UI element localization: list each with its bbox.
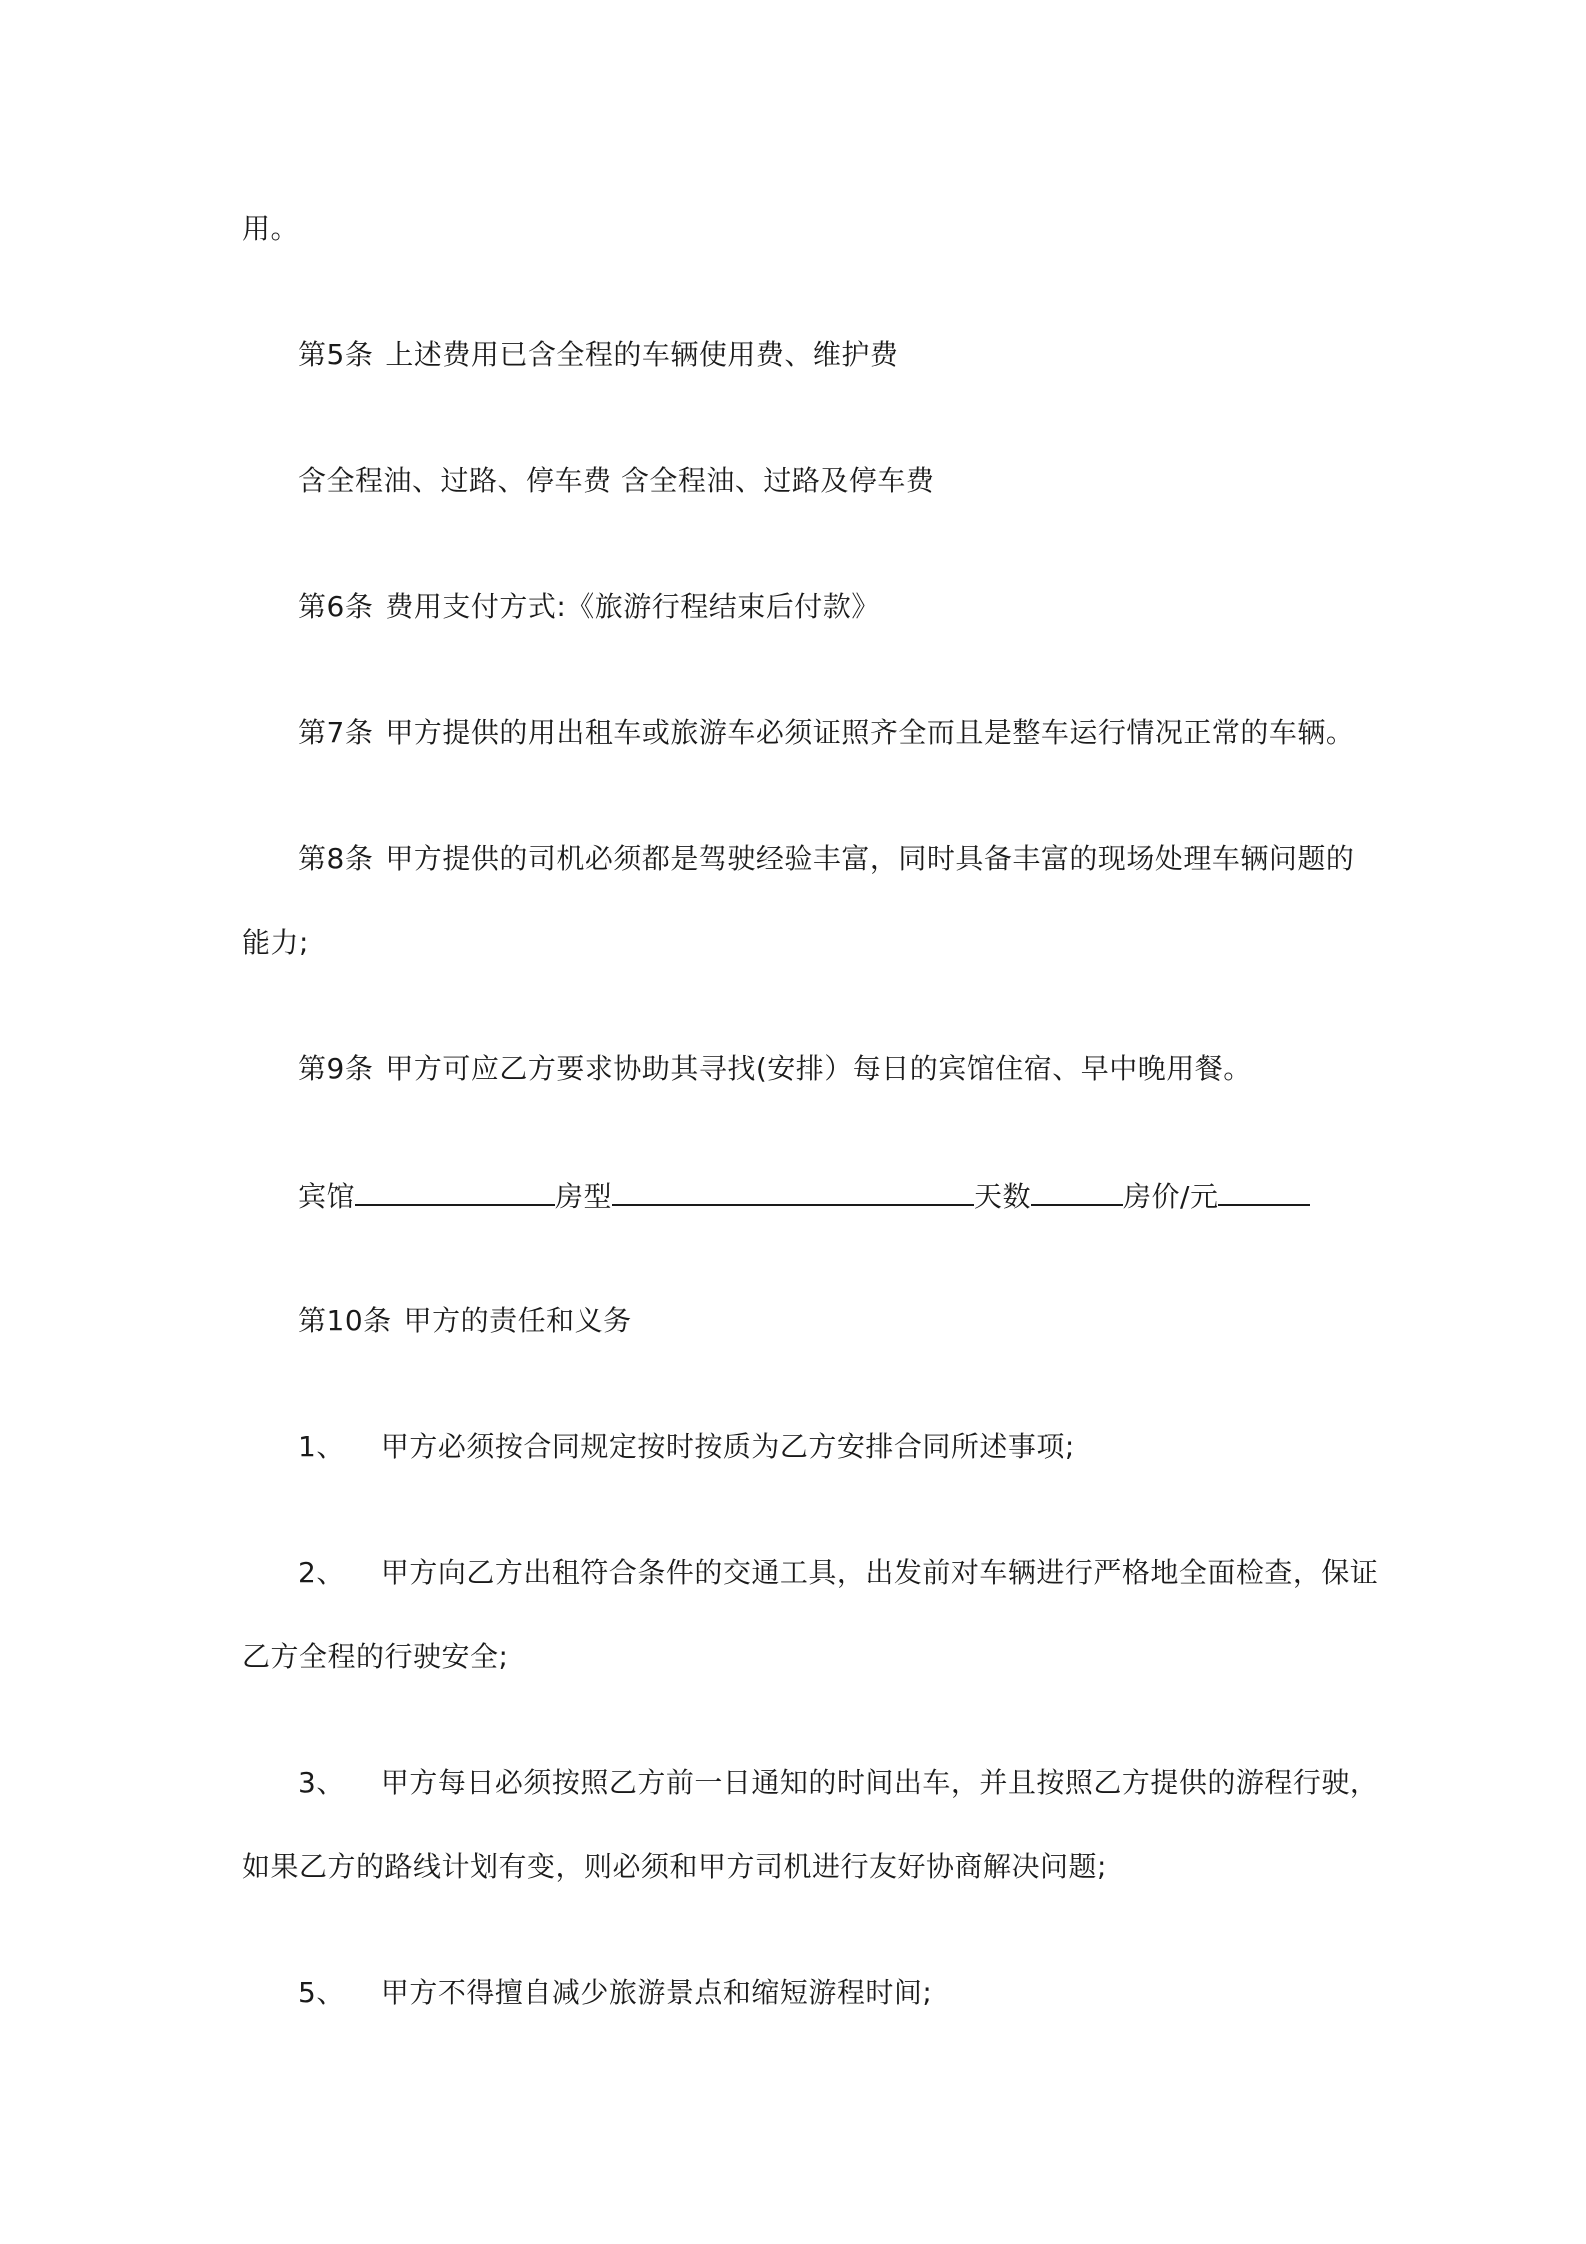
article-10 xyxy=(298,1304,632,1338)
article-number: 第8条 xyxy=(298,842,374,875)
article-text: 甲方可应乙方要求协助其寻找(安排）每日的宾馆住宿、早中晚用餐。 xyxy=(385,1052,1252,1085)
item-text: 甲方必须按合同规定按时按质为乙方安排合同所述事项; xyxy=(380,1430,1075,1463)
text: 含全程油、过路、停车费 含全程油、过路及停车费 xyxy=(298,464,935,497)
text: 能力; xyxy=(242,926,309,959)
article-9 xyxy=(298,1052,1252,1086)
room-type-blank[interactable] xyxy=(612,1178,974,1206)
text-line-continuation xyxy=(242,1640,508,1674)
room-type-label: 房型 xyxy=(555,1180,613,1213)
article-text: 费用支付方式:《旅游行程结束后付款》 xyxy=(385,590,880,623)
article-5 xyxy=(298,338,898,372)
text-line-continuation xyxy=(242,1850,1107,1884)
price-label: 房价/元 xyxy=(1123,1180,1219,1213)
article-number: 第10条 xyxy=(298,1304,392,1337)
fee-includes-line xyxy=(298,464,934,498)
item-number: 5、 xyxy=(298,1976,345,2009)
article-text: 甲方提供的用出租车或旅游车必须证照齐全而且是整车运行情况正常的车辆。 xyxy=(385,716,1355,749)
text: 用。 xyxy=(242,212,300,245)
article-text: 甲方的责任和义务 xyxy=(403,1304,632,1337)
text-line-continuation xyxy=(242,926,309,960)
item-text: 甲方向乙方出租符合条件的交通工具，出发前对车辆进行严格地全面检查，保证 xyxy=(380,1556,1379,1589)
list-item-3 xyxy=(298,1766,1378,1800)
article-number: 第9条 xyxy=(298,1052,374,1085)
hotel-form-line xyxy=(298,1178,1310,1214)
item-number: 2、 xyxy=(298,1556,345,1589)
text: 乙方全程的行驶安全; xyxy=(242,1640,509,1673)
days-label: 天数 xyxy=(974,1180,1032,1213)
item-number: 3、 xyxy=(298,1766,345,1799)
hotel-blank[interactable] xyxy=(355,1178,555,1206)
days-blank[interactable] xyxy=(1031,1178,1123,1206)
text: 如果乙方的路线计划有变，则必须和甲方司机进行友好协商解决问题; xyxy=(242,1850,1107,1883)
hotel-label: 宾馆 xyxy=(298,1180,356,1213)
article-6 xyxy=(298,590,880,624)
list-item-5 xyxy=(298,1976,932,2010)
article-7 xyxy=(298,716,1354,750)
article-number: 第6条 xyxy=(298,590,374,623)
item-number: 1、 xyxy=(298,1430,345,1463)
article-number: 第7条 xyxy=(298,716,374,749)
item-text: 甲方不得擅自减少旅游景点和缩短游程时间; xyxy=(380,1976,933,2009)
article-8 xyxy=(298,842,1354,876)
text-line-continuation xyxy=(242,212,299,246)
price-blank[interactable] xyxy=(1218,1178,1310,1206)
list-item-1 xyxy=(298,1430,1075,1464)
article-text: 上述费用已含全程的车辆使用费、维护费 xyxy=(385,338,899,371)
article-number: 第5条 xyxy=(298,338,374,371)
list-item-2 xyxy=(298,1556,1378,1590)
item-text: 甲方每日必须按照乙方前一日通知的时间出车，并且按照乙方提供的游程行驶， xyxy=(380,1766,1379,1799)
article-text: 甲方提供的司机必须都是驾驶经验丰富，同时具备丰富的现场处理车辆问题的 xyxy=(385,842,1355,875)
